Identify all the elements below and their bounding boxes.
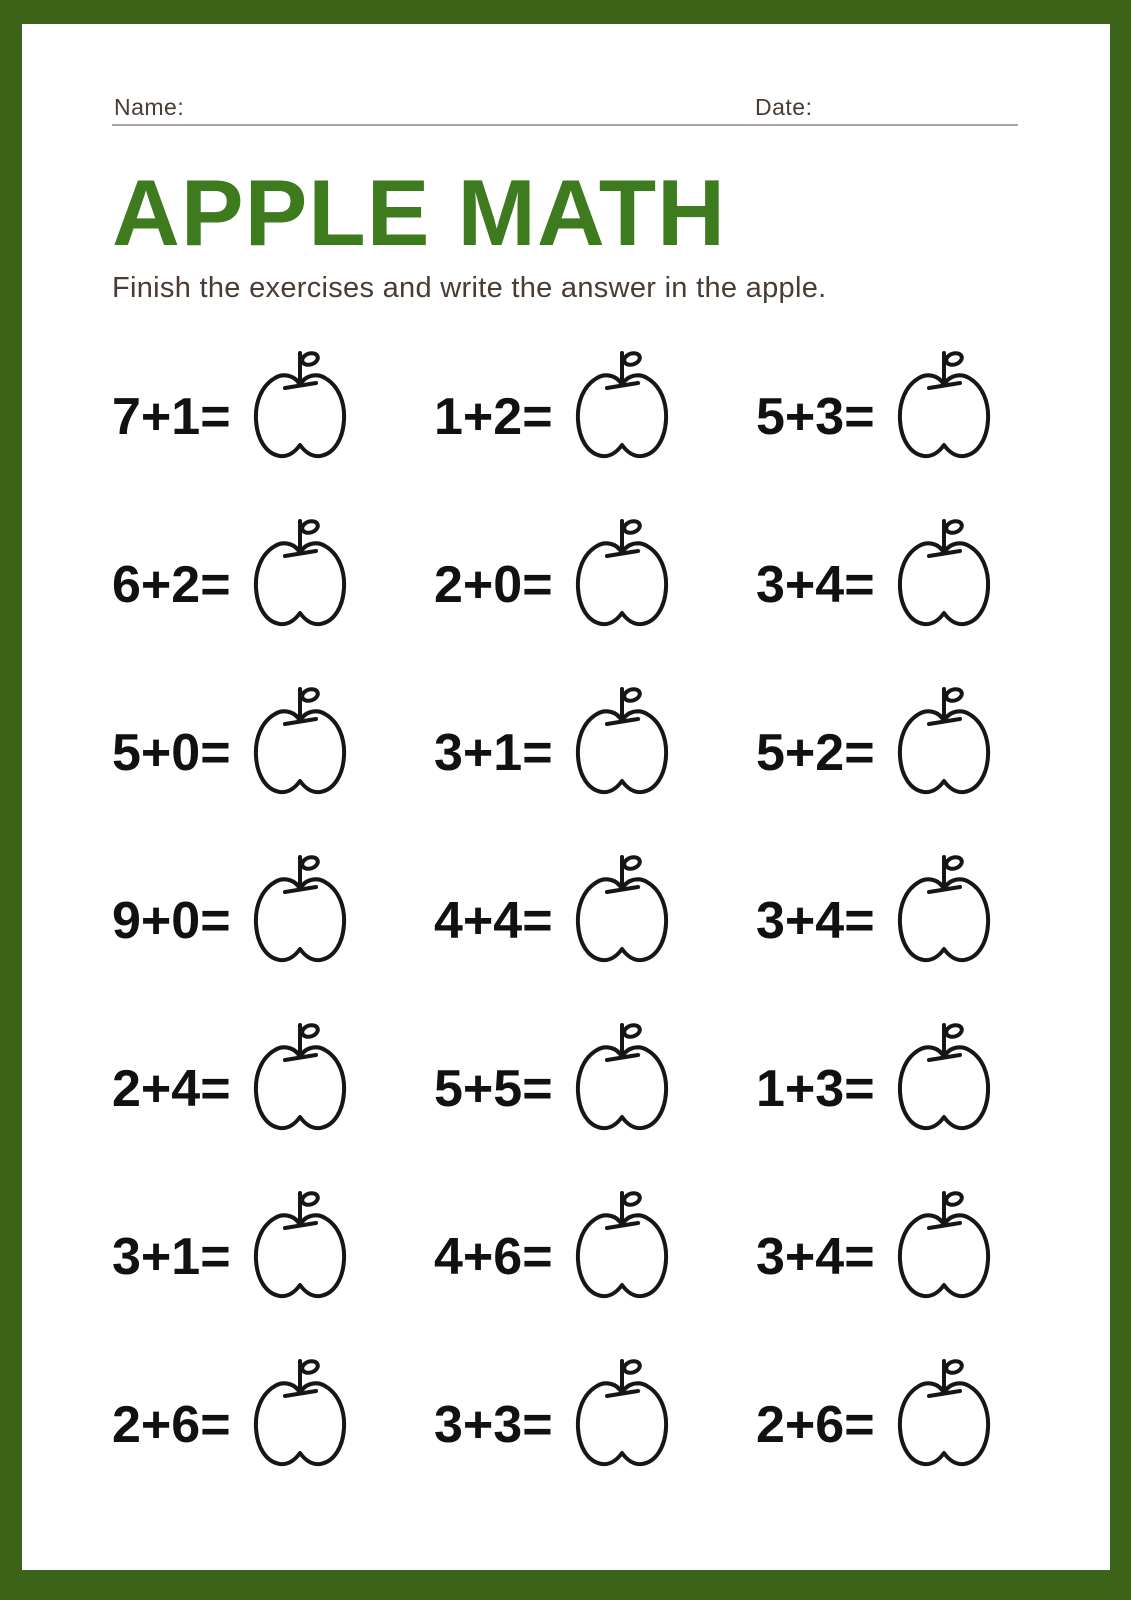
apple-icon bbox=[887, 1189, 1005, 1317]
problem-text: 9+0= bbox=[112, 892, 231, 950]
apple-stem-curl bbox=[944, 687, 963, 702]
problem-text: 3+1= bbox=[112, 1228, 231, 1286]
apple-stem-curl bbox=[622, 351, 641, 366]
problem-text: 7+1= bbox=[112, 388, 231, 446]
apple-icon bbox=[243, 349, 361, 477]
problem-text: 6+2= bbox=[112, 556, 231, 614]
apple-icon bbox=[565, 685, 683, 813]
apple-stem-curl bbox=[944, 1191, 963, 1206]
apple-icon bbox=[243, 517, 361, 645]
math-problem bbox=[434, 329, 756, 497]
apple-icon bbox=[565, 853, 683, 981]
apple-stem-curl bbox=[622, 855, 641, 870]
math-problem bbox=[756, 1169, 1078, 1337]
problem-text: 2+6= bbox=[756, 1396, 875, 1454]
problem-text: 5+5= bbox=[434, 1060, 553, 1118]
math-problem bbox=[112, 1169, 434, 1337]
apple-icon bbox=[887, 349, 1005, 477]
apple-icon bbox=[887, 517, 1005, 645]
apple-stem-curl bbox=[944, 1359, 963, 1374]
problem-text: 3+4= bbox=[756, 1228, 875, 1286]
apple-stem-curl bbox=[622, 1191, 641, 1206]
math-problem bbox=[112, 1337, 434, 1505]
apple-stem-curl bbox=[622, 1359, 641, 1374]
apple-icon bbox=[565, 1021, 683, 1149]
problem-text: 1+3= bbox=[756, 1060, 875, 1118]
problem-text: 3+1= bbox=[434, 724, 553, 782]
math-problem bbox=[434, 497, 756, 665]
problem-text: 1+2= bbox=[434, 388, 553, 446]
problem-text: 5+3= bbox=[756, 388, 875, 446]
apple-icon bbox=[887, 1021, 1005, 1149]
math-problem bbox=[756, 665, 1078, 833]
problem-text: 3+4= bbox=[756, 556, 875, 614]
math-problem bbox=[756, 1337, 1078, 1505]
apple-icon bbox=[887, 685, 1005, 813]
apple-stem-curl bbox=[944, 1023, 963, 1038]
apple-stem-curl bbox=[622, 1023, 641, 1038]
math-problem bbox=[756, 497, 1078, 665]
problem-text: 3+4= bbox=[756, 892, 875, 950]
name-date-row bbox=[112, 94, 1018, 126]
apple-icon bbox=[243, 1189, 361, 1317]
problem-text: 2+4= bbox=[112, 1060, 231, 1118]
problem-text: 5+0= bbox=[112, 724, 231, 782]
apple-icon bbox=[243, 1357, 361, 1485]
apple-stem-curl bbox=[944, 855, 963, 870]
problem-text: 4+4= bbox=[434, 892, 553, 950]
apple-stem-curl bbox=[300, 1023, 319, 1038]
apple-stem-curl bbox=[300, 1191, 319, 1206]
apple-stem-curl bbox=[622, 687, 641, 702]
math-problem bbox=[756, 1001, 1078, 1169]
math-problem bbox=[112, 329, 434, 497]
math-problem bbox=[112, 1001, 434, 1169]
apple-icon bbox=[565, 349, 683, 477]
name-label: Name: bbox=[114, 94, 185, 120]
math-problem bbox=[112, 497, 434, 665]
apple-icon bbox=[565, 1357, 683, 1485]
apple-stem-curl bbox=[944, 351, 963, 366]
apple-stem-curl bbox=[300, 519, 319, 534]
apple-stem-curl bbox=[300, 855, 319, 870]
worksheet-title: APPLE MATH bbox=[112, 160, 727, 265]
apple-icon bbox=[887, 853, 1005, 981]
problems-grid bbox=[112, 329, 1110, 1505]
date-label: Date: bbox=[755, 94, 813, 120]
apple-stem-curl bbox=[944, 519, 963, 534]
problem-text: 2+0= bbox=[434, 556, 553, 614]
math-problem bbox=[434, 1169, 756, 1337]
math-problem bbox=[434, 665, 756, 833]
worksheet-instructions: Finish the exercises and write the answer in the apple. bbox=[112, 272, 827, 304]
apple-icon bbox=[243, 853, 361, 981]
apple-icon bbox=[887, 1357, 1005, 1485]
apple-stem-curl bbox=[300, 351, 319, 366]
apple-stem-curl bbox=[300, 1359, 319, 1374]
problem-text: 4+6= bbox=[434, 1228, 553, 1286]
apple-icon bbox=[243, 685, 361, 813]
math-problem bbox=[434, 1001, 756, 1169]
problem-text: 5+2= bbox=[756, 724, 875, 782]
apple-stem-curl bbox=[300, 687, 319, 702]
math-problem bbox=[434, 1337, 756, 1505]
problem-text: 2+6= bbox=[112, 1396, 231, 1454]
math-problem bbox=[112, 833, 434, 1001]
apple-icon bbox=[565, 1189, 683, 1317]
math-problem bbox=[756, 329, 1078, 497]
worksheet-content bbox=[22, 94, 1110, 1505]
apple-stem-curl bbox=[622, 519, 641, 534]
math-problem bbox=[756, 833, 1078, 1001]
apple-icon bbox=[565, 517, 683, 645]
math-problem bbox=[434, 833, 756, 1001]
apple-icon bbox=[243, 1021, 361, 1149]
math-problem bbox=[112, 665, 434, 833]
problem-text: 3+3= bbox=[434, 1396, 553, 1454]
